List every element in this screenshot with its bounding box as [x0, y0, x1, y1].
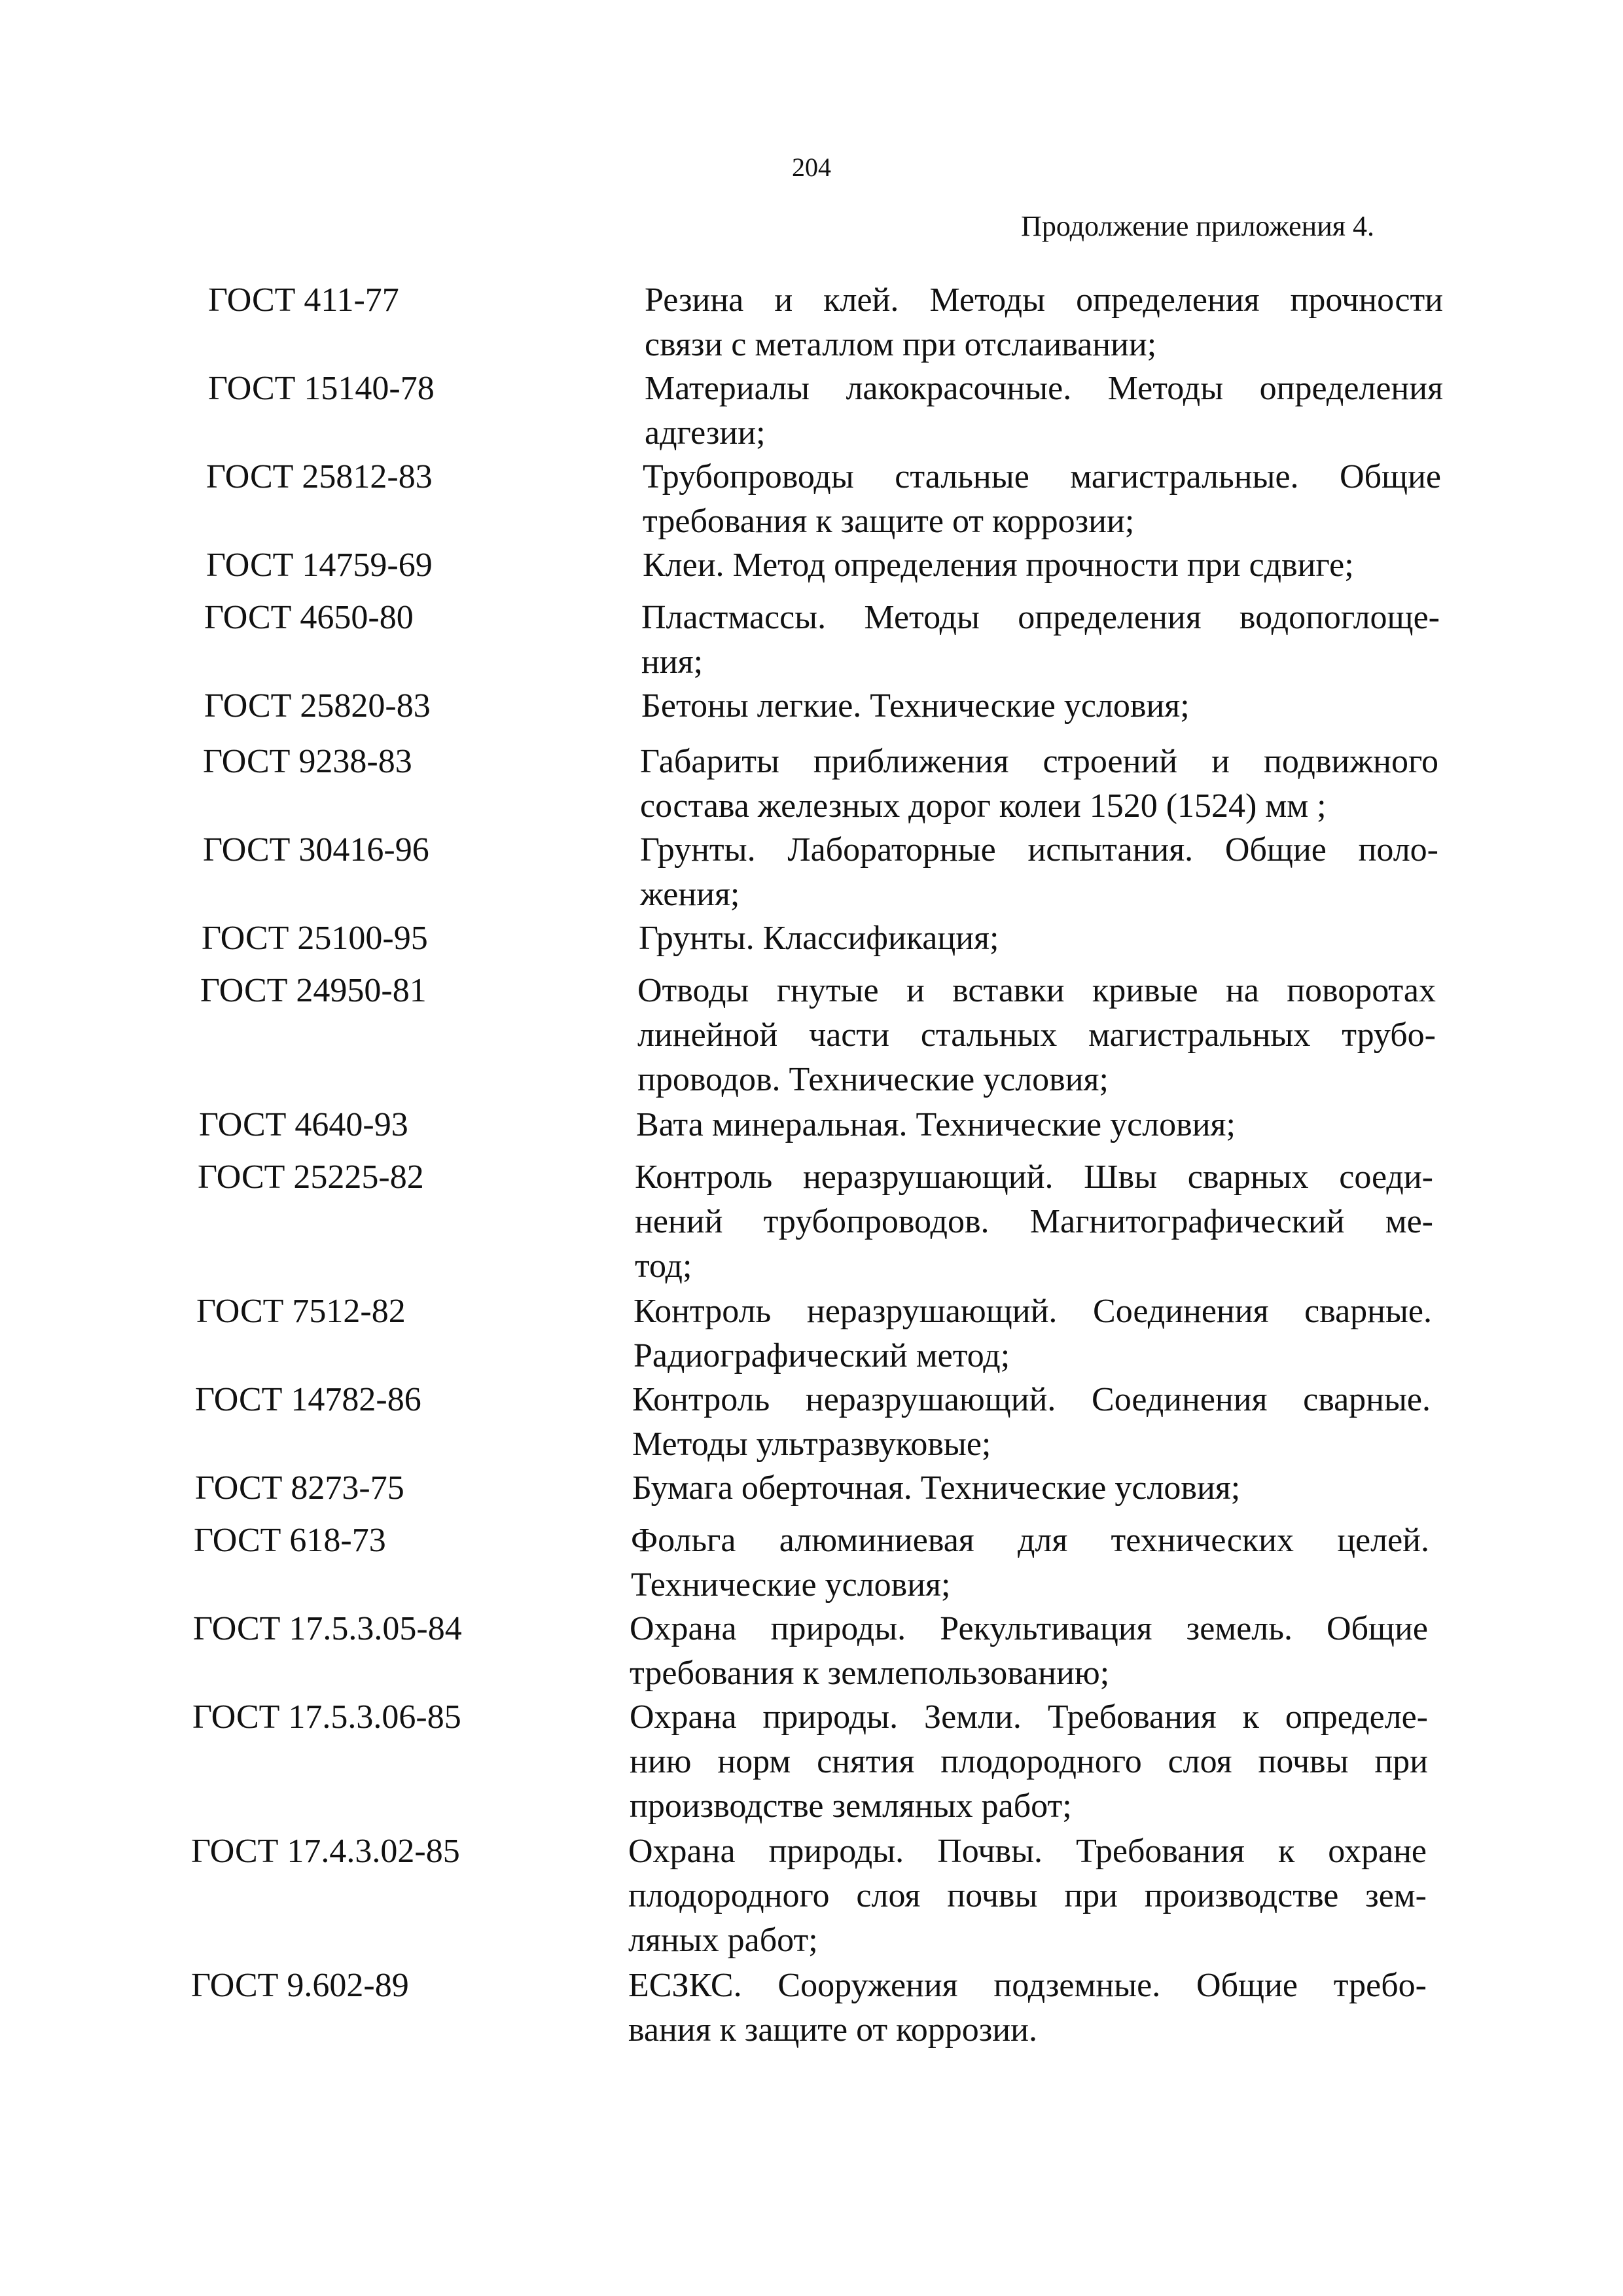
standard-code: ГОСТ 8273-75	[195, 1469, 404, 1507]
standard-description	[645, 278, 1443, 367]
description-line: Контроль неразрушающий. Швы сварных соеди-	[635, 1158, 1433, 1196]
description-line: требования к землепользованию;	[630, 1655, 1110, 1692]
standard-description	[632, 1378, 1431, 1467]
standard-code: ГОСТ 618-73	[194, 1522, 386, 1559]
description-line: состава железных дорог колеи 1520 (1524) мм ;	[640, 787, 1327, 825]
description-line: Пластмассы. Методы определения водопоглоще-	[641, 599, 1440, 636]
description-line: нию норм снятия плодородного слоя почвы при	[630, 1743, 1428, 1780]
standard-description	[643, 543, 1441, 588]
standard-description	[631, 1518, 1429, 1607]
standard-code: ГОСТ 14782-86	[195, 1381, 421, 1418]
standard-code: ГОСТ 25225-82	[198, 1158, 424, 1196]
standard-code: ГОСТ 17.5.3.05-84	[193, 1610, 462, 1647]
description-line: плодородного слоя почвы при производстве зем-	[628, 1877, 1427, 1914]
description-line: проводов. Технические условия;	[637, 1061, 1109, 1098]
standard-description	[639, 916, 1437, 961]
standard-code: ГОСТ 4640-93	[199, 1106, 408, 1143]
description-line: Резина и клей. Методы определения прочности	[645, 281, 1443, 319]
standard-code: ГОСТ 9.602-89	[191, 1967, 409, 2004]
standard-code: ГОСТ 24950-81	[200, 972, 427, 1009]
description-line: Технические условия;	[631, 1566, 951, 1604]
standard-description	[632, 1466, 1431, 1511]
description-line: Бетоны легкие. Технические условия;	[641, 687, 1190, 725]
description-line: Габариты приближения строений и подвижного	[640, 743, 1438, 780]
standard-code: ГОСТ 411-77	[208, 281, 399, 319]
standard-description	[635, 1155, 1433, 1289]
standard-description	[628, 1829, 1427, 1963]
standard-code: ГОСТ 14759-69	[206, 547, 433, 584]
description-line: Клеи. Метод определения прочности при сдвиге;	[643, 547, 1354, 584]
description-line: Охрана природы. Земли. Требования к определе-	[630, 1698, 1428, 1736]
standard-code: ГОСТ 7512-82	[196, 1293, 406, 1330]
description-line: ния;	[641, 643, 704, 681]
description-line: Контроль неразрушающий. Соединения сварные.	[633, 1293, 1432, 1330]
standard-code: ГОСТ 25820-83	[204, 687, 431, 725]
description-line: Грунты. Лабораторные испытания. Общие поло-	[640, 831, 1438, 869]
description-line: Фольга алюминиевая для технических целей.	[631, 1522, 1429, 1559]
standard-description	[628, 1964, 1427, 2053]
description-line: линейной части стальных магистральных трубо-	[637, 1016, 1436, 1054]
standard-description	[645, 367, 1443, 456]
standard-description	[643, 455, 1441, 544]
description-line: Материалы лакокрасочные. Методы определения	[645, 370, 1443, 407]
description-line: Трубопроводы стальные магистральные. Общие	[643, 458, 1441, 495]
standard-code: ГОСТ 25812-83	[206, 458, 433, 495]
description-line: требования к защите от коррозии;	[643, 503, 1135, 540]
description-line: Радиографический метод;	[633, 1337, 1010, 1374]
description-line: Грунты. Классификация;	[639, 920, 999, 957]
description-line: нений трубопроводов. Магнитографический ме-	[635, 1203, 1433, 1240]
description-line: Вата минеральная. Технические условия;	[636, 1106, 1236, 1143]
standard-description	[633, 1289, 1432, 1378]
continuation-heading: Продолжение приложения 4.	[1021, 210, 1374, 242]
description-line: производстве земляных работ;	[630, 1787, 1072, 1825]
description-line: ляных работ;	[628, 1922, 818, 1959]
description-line: тод;	[635, 1247, 692, 1285]
description-line: Охрана природы. Рекультивация земель. Общие	[630, 1610, 1428, 1647]
standard-code: ГОСТ 17.5.3.06-85	[192, 1698, 461, 1736]
description-line: вания к защите от коррозии.	[628, 2011, 1037, 2049]
standard-description	[641, 596, 1440, 685]
description-line: Методы ультразвуковые;	[632, 1426, 991, 1463]
standard-description	[636, 1103, 1435, 1147]
description-line: Бумага оберточная. Технические условия;	[632, 1469, 1241, 1507]
description-line: жения;	[640, 876, 740, 913]
standard-code: ГОСТ 9238-83	[203, 743, 412, 780]
standard-description	[640, 828, 1438, 917]
description-line: адгезии;	[645, 414, 766, 452]
standard-code: ГОСТ 15140-78	[208, 370, 435, 407]
description-line: ЕСЗКС. Сооружения подземные. Общие требо-	[628, 1967, 1427, 2004]
standard-code: ГОСТ 25100-95	[202, 920, 428, 957]
standard-description	[630, 1695, 1428, 1829]
standard-description	[637, 969, 1436, 1102]
description-line: Контроль неразрушающий. Соединения сварные.	[632, 1381, 1431, 1418]
standard-description	[630, 1607, 1428, 1696]
standard-code: ГОСТ 4650-80	[204, 599, 414, 636]
standard-description	[640, 740, 1438, 829]
standard-description	[641, 684, 1440, 728]
description-line: связи с металлом при отслаивании;	[645, 326, 1157, 363]
description-line: Отводы гнутые и вставки кривые на поворотах	[637, 972, 1436, 1009]
description-line: Охрана природы. Почвы. Требования к охране	[628, 1833, 1427, 1870]
standard-code: ГОСТ 30416-96	[203, 831, 429, 869]
page-number: 204	[792, 152, 831, 182]
standard-code: ГОСТ 17.4.3.02-85	[191, 1833, 460, 1870]
